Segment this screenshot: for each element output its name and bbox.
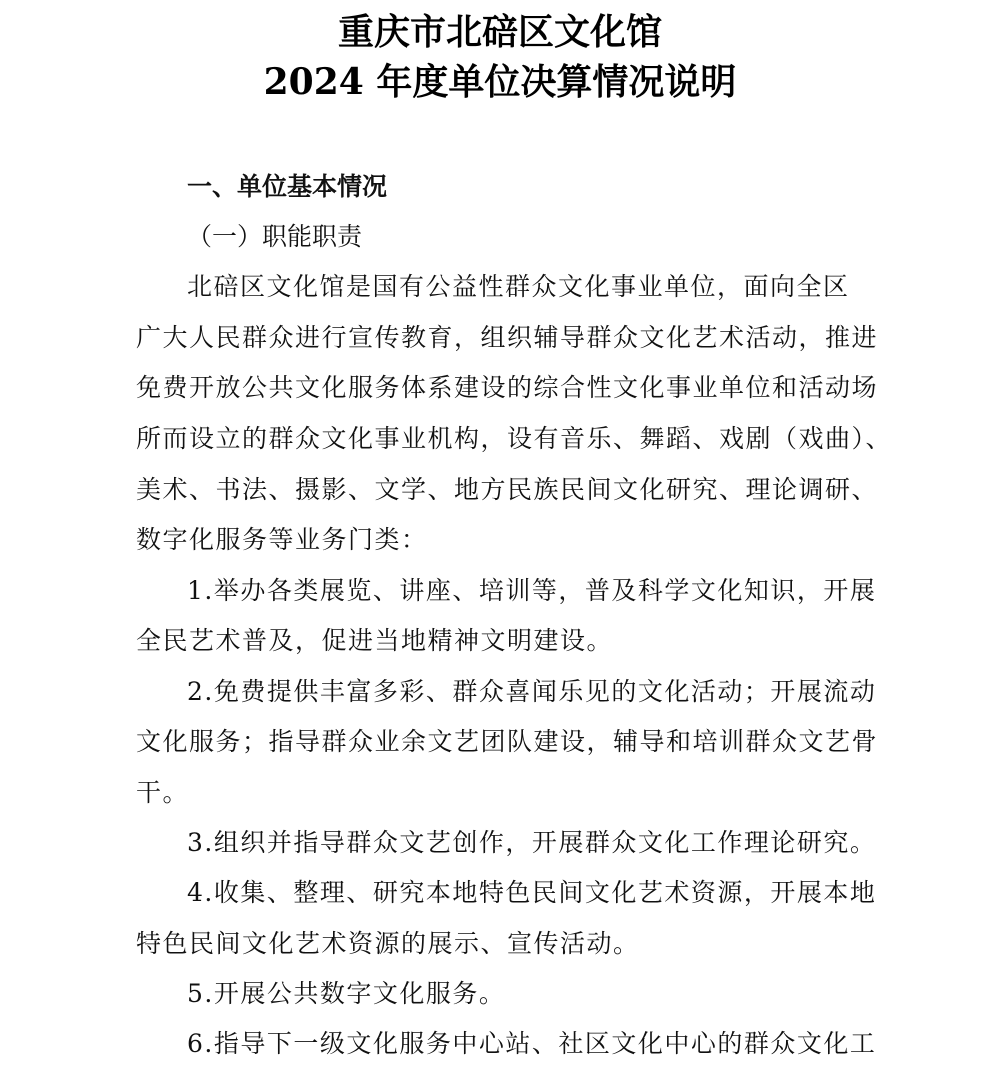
paragraph-line: 所而设立的群众文化事业机构，设有音乐、舞蹈、戏剧（戏曲）、: [136, 424, 893, 453]
paragraph-line: 北碚区文化馆是国有公益性群众文化事业单位，面向全区: [187, 272, 850, 301]
list-item-2-line: 干。: [136, 778, 190, 807]
list-item-6-line: 6.指导下一级文化服务中心站、社区文化中心的群众文化工: [187, 1029, 877, 1058]
list-item-1-line: 全民艺术普及，促进当地精神文明建设。: [136, 626, 614, 655]
paragraph-line: 数字化服务等业务门类：: [136, 525, 428, 554]
section-heading-basic-info: 一、单位基本情况: [187, 172, 388, 201]
list-item-4-line: 4.收集、整理、研究本地特色民间文化艺术资源，开展本地: [187, 878, 877, 907]
subsection-heading-functions: （一）职能职责: [187, 222, 363, 251]
paragraph-line: 美术、书法、摄影、文学、地方民族民间文化研究、理论调研、: [136, 475, 879, 504]
list-item-4-line: 特色民间文化艺术资源的展示、宣传活动。: [136, 929, 640, 958]
document-title-report: 2024 年度单位决算情况说明: [263, 61, 737, 103]
list-item-5-line: 5.开展公共数字文化服务。: [187, 979, 506, 1008]
list-item-3-line: 3.组织并指导群众文艺创作，开展群众文化工作理论研究。: [187, 828, 877, 857]
list-item-2-line: 文化服务；指导群众业余文艺团队建设，辅导和培训群众文艺骨: [136, 727, 879, 756]
list-item-2-line: 2.免费提供丰富多彩、群众喜闻乐见的文化活动；开展流动: [187, 677, 877, 706]
list-item-1-line: 1.举办各类展览、讲座、培训等，普及科学文化知识，开展: [187, 576, 877, 605]
document-title-org: 重庆市北碚区文化馆: [337, 11, 662, 53]
paragraph-line: 免费开放公共文化服务体系建设的综合性文化事业单位和活动场: [136, 373, 879, 402]
paragraph-line: 广大人民群众进行宣传教育，组织辅导群众文化艺术活动，推进: [136, 323, 879, 352]
